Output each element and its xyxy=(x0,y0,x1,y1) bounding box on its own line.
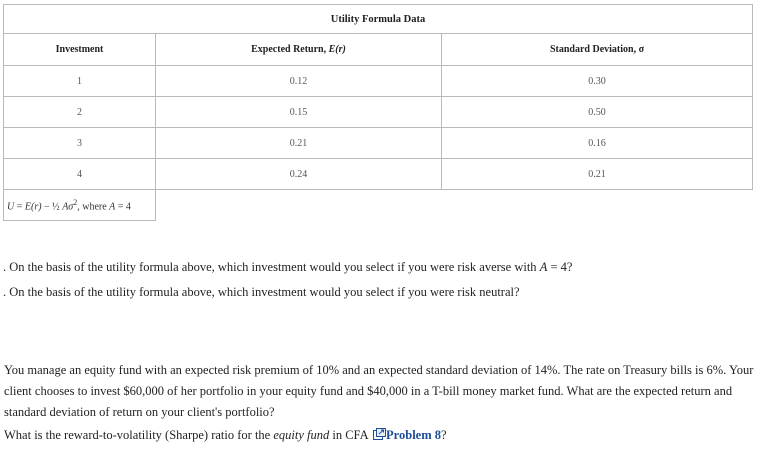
header-expected-return-var: E(r) xyxy=(328,44,346,55)
formula-a: A xyxy=(62,201,69,213)
utility-formula xyxy=(4,190,156,221)
question-1-var: A xyxy=(539,260,548,274)
utility-formula-table xyxy=(3,4,753,221)
sharpe-equity-fund: equity fund xyxy=(273,428,330,442)
formula-where: , where xyxy=(77,201,110,213)
empty-cell xyxy=(156,190,442,221)
table-row xyxy=(4,66,753,97)
sharpe-suffix: ? xyxy=(441,428,447,442)
header-std-dev: Standard Deviation, σ xyxy=(442,34,753,66)
cell-expected-return: 0.24 xyxy=(156,159,442,190)
formula-square: 2 xyxy=(73,197,78,207)
header-expected-return-label: Expected Return, xyxy=(251,44,329,55)
formula-sigma: σ xyxy=(68,201,74,213)
question-risk-neutral: . On the basis of the utility formula above, which investment would you select if you were risk neutral? xyxy=(3,285,520,299)
cell-investment: 3 xyxy=(4,128,156,159)
header-investment: Investment xyxy=(4,34,156,66)
cell-std-dev: 0.50 xyxy=(442,97,753,128)
header-expected-return xyxy=(156,34,442,66)
formula-eq: = xyxy=(14,201,25,213)
utility-formula-table-container xyxy=(3,4,752,221)
formula-a-value: = 4 xyxy=(115,201,131,213)
sharpe-ratio-question xyxy=(4,428,447,443)
cell-expected-return: 0.15 xyxy=(156,97,442,128)
cell-expected-return: 0.21 xyxy=(156,128,442,159)
formula-er: E(r) xyxy=(24,201,42,213)
question-1-text: . On the basis of the utility formula above, which investment would you select if you were risk averse with xyxy=(3,260,540,274)
formula-a-var: A xyxy=(109,201,116,213)
cell-std-dev: 0.30 xyxy=(442,66,753,97)
table-row xyxy=(4,159,753,190)
formula-minus: − ½ xyxy=(41,201,63,213)
problem-8-link[interactable]: Problem 8 xyxy=(386,428,442,442)
empty-cell xyxy=(442,190,753,221)
external-link-icon[interactable] xyxy=(373,428,386,440)
table-row xyxy=(4,97,753,128)
question-1-end: = 4? xyxy=(547,260,573,274)
sharpe-prefix: What is the reward-to-volatility (Sharpe) ratio for the xyxy=(4,428,274,442)
question-risk-averse xyxy=(3,260,572,275)
table-row xyxy=(4,128,753,159)
table-caption: Utility Formula Data xyxy=(4,5,753,34)
cell-expected-return: 0.12 xyxy=(156,66,442,97)
formula-u: U xyxy=(7,201,15,213)
cell-investment: 1 xyxy=(4,66,156,97)
cell-investment: 2 xyxy=(4,97,156,128)
sharpe-mid: in CFA xyxy=(329,428,372,442)
cell-std-dev: 0.16 xyxy=(442,128,753,159)
cell-investment: 4 xyxy=(4,159,156,190)
portfolio-problem-paragraph: You manage an equity fund with an expected risk premium of 10% and an expected standard deviation of 14%. The rate on Treasury bills is 6%. Your client chooses to invest $60,000 of her portfolio in your equity fund and $40,000 in a T-bill money market fund. What are the expected return and standard deviation of return on your client's portfolio? xyxy=(4,363,754,419)
cell-std-dev: 0.21 xyxy=(442,159,753,190)
